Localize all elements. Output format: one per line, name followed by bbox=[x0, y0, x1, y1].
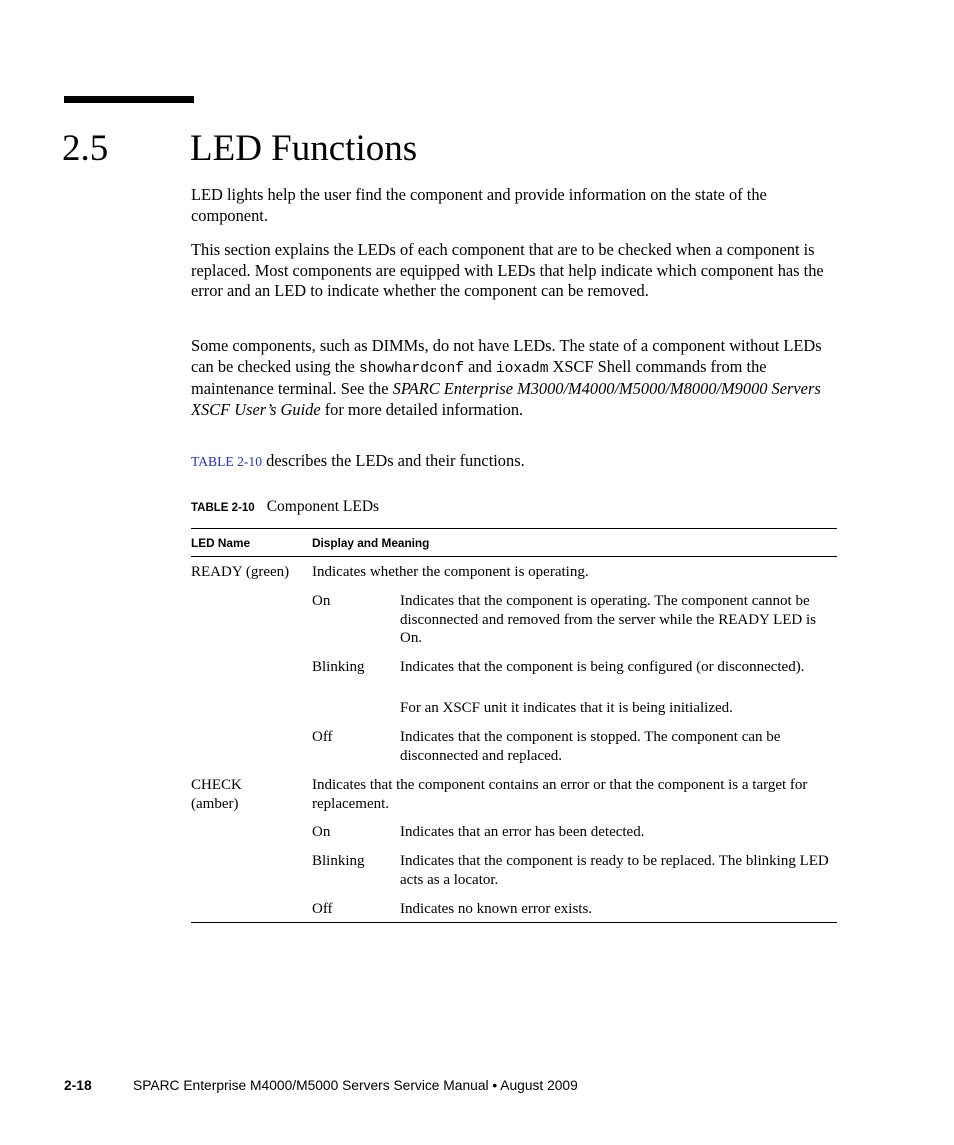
table-caption-title: Component LEDs bbox=[266, 498, 380, 515]
table-header-rule bbox=[191, 556, 837, 557]
check-summary: Indicates that the component contains an error or that the component is a target for replacement. bbox=[312, 777, 808, 812]
check-blinking-desc: Indicates that the component is ready to be replaced. The blinking LED acts as a locator. bbox=[400, 853, 829, 888]
section-top-rule bbox=[64, 96, 194, 103]
check-off-desc: Indicates no known error exists. bbox=[400, 901, 593, 917]
ready-led-name: READY (green) bbox=[191, 564, 290, 580]
table-bottom-rule bbox=[191, 922, 837, 923]
paragraph-table-ref bbox=[191, 451, 839, 473]
footer-manual-title: SPARC Enterprise M4000/M5000 Servers Service Manual • August 2009 bbox=[133, 1078, 578, 1093]
section-title: LED Functions bbox=[190, 128, 418, 169]
p3-text-4: for more detailed information. bbox=[320, 399, 524, 419]
section-number: 2.5 bbox=[62, 128, 109, 169]
showhardconf-command: showhardconf bbox=[358, 360, 465, 377]
ioxadm-command: ioxadm bbox=[495, 360, 549, 377]
check-off-state: Off bbox=[312, 901, 333, 917]
table-2-10-link[interactable]: TABLE 2-10 bbox=[191, 454, 263, 469]
ready-off-state: Off bbox=[312, 729, 333, 745]
ready-blinking-desc: Indicates that the component is being configured (or disconnected). bbox=[400, 659, 805, 675]
ready-off-desc: Indicates that the component is stopped. The component can be disconnected and replaced. bbox=[400, 729, 781, 764]
p3-text-3: XSCF Shell commands from the maintenance terminal. See the bbox=[191, 356, 767, 398]
ready-summary: Indicates whether the component is operating. bbox=[312, 564, 589, 580]
check-on-state: On bbox=[312, 824, 331, 840]
ready-blinking-note: For an XSCF unit it indicates that it is being initialized. bbox=[400, 700, 733, 716]
header-display-meaning: Display and Meaning bbox=[312, 536, 430, 550]
check-blinking-state: Blinking bbox=[312, 853, 365, 869]
p3-text-2: and bbox=[464, 356, 496, 376]
check-on-desc: Indicates that an error has been detected. bbox=[400, 824, 645, 840]
table-caption bbox=[191, 497, 379, 518]
table-top-rule bbox=[191, 528, 837, 529]
table-caption-label: TABLE 2-10 bbox=[191, 502, 255, 514]
paragraph-no-leds bbox=[191, 336, 839, 420]
footer-page-number: 2-18 bbox=[64, 1078, 92, 1093]
paragraph-leds-explained: This section explains the LEDs of each component that are to be checked when a component is replaced. Most components are equipped with LEDs that help indicate which component has the error and an LED to indicate whether the component can be removed. bbox=[191, 240, 824, 300]
ready-on-state: On bbox=[312, 593, 331, 609]
ready-blinking-state: Blinking bbox=[312, 659, 365, 675]
ready-on-desc: Indicates that the component is operating. The component cannot be disconnected and removed from the server while the READY LED is On. bbox=[400, 593, 816, 647]
paragraph-intro: LED lights help the user find the component and provide information on the state of the component. bbox=[191, 185, 767, 225]
header-led-name: LED Name bbox=[191, 536, 251, 550]
p3-text-1: Some components, such as DIMMs, do not have LEDs. The state of a component without LEDs can be checked using the bbox=[191, 336, 822, 376]
check-led-name: CHECK (amber) bbox=[191, 777, 242, 812]
p4-text: describes the LEDs and their functions. bbox=[262, 451, 525, 470]
xscf-guide-title: SPARC Enterprise M3000/M4000/M5000/M8000/M9000 Servers XSCF User’s Guide bbox=[191, 379, 821, 419]
